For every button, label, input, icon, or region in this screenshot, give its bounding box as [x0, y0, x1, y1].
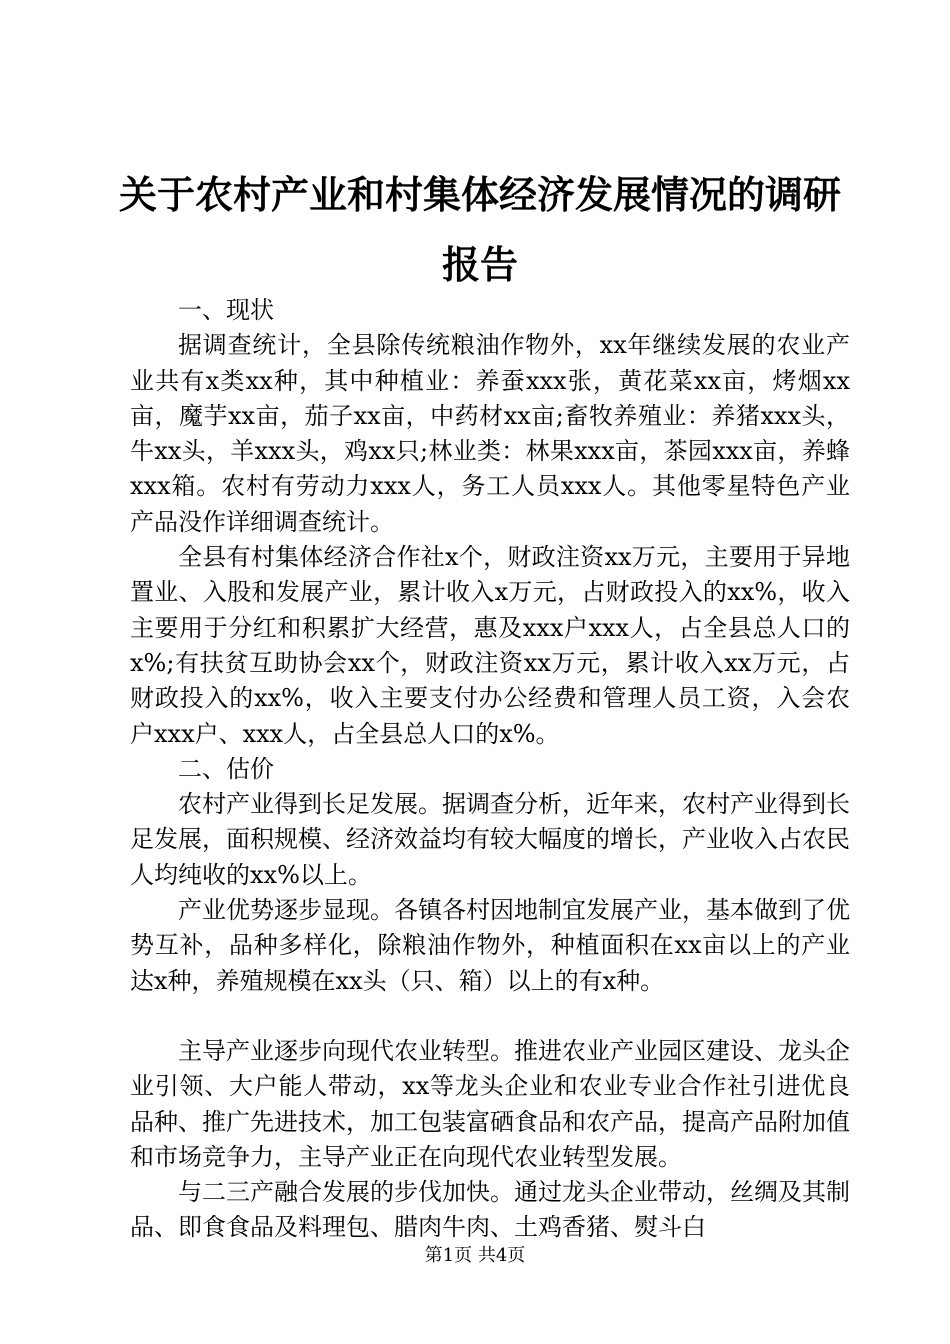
paragraph: 与二三产融合发展的步伐加快。通过龙头企业带动，丝绸及其制品、即食食品及料理包、腊肉牛肉、土鸡香猪、熨斗白 [130, 1178, 850, 1242]
paragraph: 农村产业得到长足发展。据调查分析，近年来，农村产业得到长足发展，面积规模、经济效益均有较大幅度的增长，产业收入占农民人均纯收的xx%以上。 [130, 790, 850, 889]
paragraph: 据调查统计，全县除传统粮油作物外，xx年继续发展的农业产业共有x类xx种，其中种植业：养蚕xxx张，黄花菜xx亩，烤烟xx亩，魔芋xx亩，茄子xx亩，中药材xx亩;畜牧养殖业：养猪xxx头，牛xx头，羊xxx头，鸡xx只;林业类：林果xxx亩，茶园xxx亩，养蜂xxx箱。农村有劳动力xxx人，务工人员xxx人。其他零星特色产业产品没作详细调查统计。 [130, 331, 850, 536]
document-title: 关于农村产业和村集体经济发展情况的调研报告 [118, 172, 841, 287]
section-heading-evaluation: 二、估价 [178, 754, 274, 783]
section-heading-status: 一、现状 [178, 296, 274, 324]
page-footer: 第1页 共4页 [424, 1245, 526, 1266]
document-body [130, 293, 850, 1246]
paragraph: 主导产业逐步向现代农业转型。推进农业产业园区建设、龙头企业引领、大户能人带动，xx等龙头企业和农业专业合作社引进优良品种、推广先进技术，加工包装富硒食品和农产品，提高产品附加值和市场竞争力，主导产业正在向现代农业转型发展。 [130, 1036, 850, 1171]
paragraph: 全县有村集体经济合作社x个，财政注资xx万元，主要用于异地置业、入股和发展产业，累计收入x万元，占财政投入的xx%，收入主要用于分红和积累扩大经营，惠及xxx户xxx人，占全县总人口的x%;有扶贫互助协会xx个，财政注资xx万元，累计收入xx万元，占财政投入的xx%，收入主要支付办公经费和管理人员工资，入会农户xxx户、xxx人，占全县总人口的x%。 [130, 543, 850, 748]
paragraph: 产业优势逐步显现。各镇各村因地制宜发展产业，基本做到了优势互补，品种多样化，除粮油作物外，种植面积在xx亩以上的产业达x种，养殖规模在xx头（只、箱）以上的有x种。 [130, 896, 850, 995]
